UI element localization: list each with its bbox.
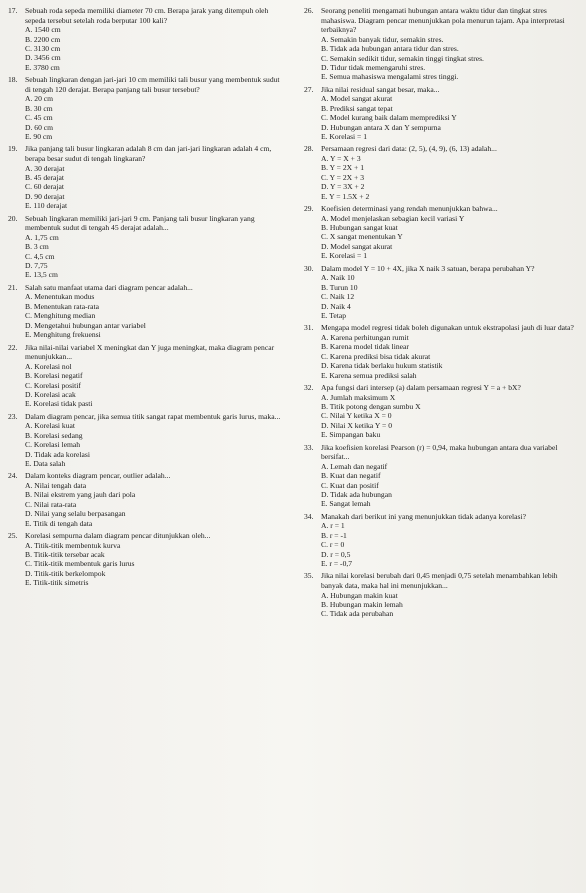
answer-option: A. 1,75 cm [25,232,59,242]
left-column [8,6,282,591]
question-text: Sebuah lingkaran memiliki jari-jari 9 cm. Panjang tali busur lingkaran yang membentuk sudut di tengah 45 derajat adalah... [25,213,255,233]
question-text: Mengapa model regresi tidak boleh digunakan untuk ekstrapolasi jauh di luar data? [321,323,574,333]
answer-option: B. Tidak ada hubungan antara tidur dan stres. [321,44,459,54]
question-text: Jika nilai residual sangat besar, maka... [321,84,440,94]
question-31 [304,323,580,380]
answer-option: C. 60 derajat [25,182,65,192]
question-stem [304,144,580,154]
question-25 [8,531,282,588]
question-stem [304,383,580,393]
question-text: Jika nilai korelasi berubah dari 0,45 menjadi 0,75 setelah menambahkan lebih banyak data, maka hal ini menunjukkan... [321,571,558,590]
question-text: Persamaan regresi dari data: (2, 5), (4, 9), (6, 13) adalah... [321,144,497,154]
answer-option: E. Sangat lemah [321,499,371,509]
question-23 [8,412,282,469]
question-text: Seorang peneliti mengamati hubungan antara waktu tidur dan tingkat stres mahasiswa. Diagram pencar menunjukkan pola menurun tajam. Apa interpretasi terbaiknya? [321,6,565,35]
answer-option: D. Mengetahui hubungan antar variabel [25,320,146,330]
answer-option: B. 2200 cm [25,34,61,44]
question-17 [8,6,282,72]
question-stem [8,471,282,481]
answer-option: B. 3 cm [25,242,49,252]
answer-option: C. 45 cm [25,113,53,123]
question-stem [304,512,580,522]
answer-option: C. Nilai rata-rata [25,499,77,509]
question-number: 25. [8,530,18,540]
question-20 [8,214,282,280]
answer-option: A. Menentukan modus [25,292,95,302]
answer-option: E. Karena semua prediksi salah [321,370,417,380]
answer-option: B. 30 cm [25,103,53,113]
answer-option: A. r = 1 [321,521,345,531]
answer-option: E. 110 derajat [25,201,68,211]
answer-option: E. Korelasi = 1 [321,132,368,142]
question-21 [8,283,282,340]
answer-option: C. Korelasi lemah [25,440,81,450]
answer-option: A. Y = X + 3 [321,154,361,164]
question-text: Jika nilai-nilai variabel X meningkat dan Y juga meningkat, maka diagram pencar menunjukkan... [25,342,275,362]
question-number: 24. [8,471,18,481]
question-stem [8,75,282,94]
answer-option: C. Semakin sedikit tidur, semakin tinggi tingkat stres. [321,53,484,63]
answer-option: D. 90 derajat [25,191,65,201]
answer-option: D. Karena tidak berlaku hukum statistik [321,361,443,371]
question-28 [304,144,580,201]
right-column [304,6,580,622]
question-text: Apa fungsi dari intersep (a) dalam persamaan regresi Y = a + bX? [321,382,521,392]
answer-option: E. Data salah [25,458,66,468]
answer-option: A. Nilai tengah data [25,480,87,490]
answer-option: D. Titik-titik berkelompok [25,568,106,578]
question-number: 19. [8,144,18,154]
answer-option: C. Y = 2X + 3 [321,172,365,182]
answer-option: D. Korelasi acak [25,389,76,399]
answer-option: C. X sangat menentukan Y [321,232,403,242]
answer-option: B. Menentukan rata-rata [25,301,100,311]
question-text: Dalam konteks diagram pencar, outlier adalah... [25,471,171,481]
answer-option: B. Titik potong dengan sumbu X [321,401,421,411]
answer-option: E. Titik-titik simetris [25,578,89,588]
answer-option: E. Menghitung frekuensi [25,330,101,340]
question-stem [304,443,580,462]
answer-option: B. Titik-titik tersebar acak [25,549,105,559]
answer-option: E. Korelasi = 1 [321,251,368,261]
question-number: 35. [304,571,314,581]
answer-option: E. Korelasi tidak pasti [25,399,93,409]
question-number: 22. [8,342,18,352]
answer-option: C. Karena prediksi bisa tidak akurat [321,351,431,361]
answer-option: C. Model kurang baik dalam memprediksi Y [321,113,457,123]
answer-option: E. r = -0,7 [321,559,353,568]
question-stem [304,264,580,274]
question-text: Salah satu manfaat utama dari diagram pencar adalah... [25,282,193,292]
question-stem [304,204,580,214]
answer-option: D. 60 cm [25,122,54,132]
question-29 [304,204,580,261]
answer-option: B. Kuat dan negatif [321,471,381,481]
answer-option: D. Y = 3X + 2 [321,182,365,192]
question-stem [304,85,580,95]
question-number: 23. [8,411,18,421]
answer-option: D. Model sangat akurat [321,241,393,251]
answer-option: C. 3130 cm [25,44,61,53]
question-number: 21. [8,282,18,292]
question-number: 17. [8,6,18,15]
answer-option: A. Jumlah maksimum X [321,392,396,402]
answer-option: B. Nilai ekstrem yang jauh dari pola [25,490,136,500]
question-26 [304,6,580,82]
answer-option: C. Nilai Y ketika X = 0 [321,411,392,421]
answer-option: B. Karena model tidak linear [321,342,409,352]
answer-option: A. Model sangat akurat [321,94,393,104]
answer-option: D. Nilai yang selalu berpasangan [25,509,126,519]
question-number: 28. [304,144,314,154]
answer-option: A. Korelasi nol [25,361,72,371]
answer-option: C. Korelasi positif [25,380,81,390]
answer-option: B. Korelasi negatif [25,371,83,381]
question-number: 34. [304,511,314,521]
answer-option: A. Model menjelaskan sebagian kecil variasi Y [321,213,465,223]
answer-option: E. 3780 cm [25,62,60,72]
question-19 [8,144,282,210]
answer-option: C. Tidak ada perubahan [321,609,394,619]
question-text: Jika koefisien korelasi Pearson (r) = 0,94, maka hubungan antara dua variabel bersifat... [321,442,558,462]
question-stem [8,412,282,422]
answer-option: A. Titik-titik membentuk kurva [25,540,121,550]
question-24 [8,471,282,528]
answer-option: E. Semua mahasiswa mengalami stres tinggi. [321,72,459,82]
answer-option: B. Prediksi sangat tepat [321,103,393,113]
answer-option: E. 90 cm [25,132,53,142]
question-stem [304,323,580,333]
answer-option: D. 7,75 [25,261,48,271]
answer-option: D. Tidak ada hubungan [321,489,392,499]
answer-option: A. 1540 cm [25,25,61,35]
answer-option: A. 20 cm [25,94,54,104]
question-number: 26. [304,6,314,15]
question-text: Sebuah lingkaran dengan jari-jari 10 cm memiliki tali busur yang membentuk sudut di tengah 120 derajat. Berapa panjang tali busur tersebut? [25,75,280,94]
question-stem [8,343,282,362]
question-number: 18. [8,75,18,85]
answer-option: A. Semakin banyak tidur, semakin stres. [321,34,444,44]
answer-option: D. Tidak ada korelasi [25,449,90,459]
answer-option: E. Y = 1.5X + 2 [321,191,370,201]
answer-option: A. Korelasi kuat [25,421,75,431]
answer-option: A. Hubungan makin kuat [321,590,398,600]
question-34 [304,512,580,569]
question-stem [8,144,282,163]
answer-option: C. Naik 12 [321,292,355,302]
answer-option: B. Hubungan sangat kuat [321,223,398,233]
answer-option: A. Naik 10 [321,273,355,283]
question-text: Korelasi sempurna dalam diagram pencar ditunjukkan oleh... [25,530,211,540]
answer-option: D. 3456 cm [25,53,61,63]
question-stem [304,571,580,590]
answer-option: B. Hubungan makin lemah [321,600,403,609]
question-text: Sebuah roda sepeda memiliki diameter 70 cm. Berapa jarak yang ditempuh oleh sepeda tersebut setelah roda berputar 100 kali? [25,6,269,25]
answer-option: E. Simpangan baku [321,430,381,440]
question-18 [8,75,282,141]
answer-option: C. Menghitung median [25,311,96,321]
answer-option: D. Tidur tidak memengaruhi stres. [321,63,426,72]
question-number: 30. [304,263,314,273]
question-text: Koefisien determinasi yang rendah menunjukkan bahwa... [321,204,498,214]
answer-option: B. Y = 2X + 1 [321,163,365,173]
answer-option: A. Karena perhitungan rumit [321,332,409,342]
question-text: Dalam model Y = 10 + 4X, jika X naik 3 satuan, berapa perubahan Y? [321,263,535,273]
question-number: 27. [304,84,314,94]
question-32 [304,383,580,440]
answer-option: D. Hubungan antara X dan Y sempurna [321,122,441,132]
question-30 [304,264,580,321]
answer-option: E. Titik di tengah data [25,518,93,528]
question-stem [8,6,282,25]
question-stem [8,283,282,293]
question-stem [8,214,282,233]
answer-option: E. 13,5 cm [25,270,58,280]
question-text: Dalam diagram pencar, jika semua titik sangat rapat membentuk garis lurus, maka... [25,411,281,421]
answer-option: E. Tetap [321,310,347,320]
question-text: Jika panjang tali busur lingkaran adalah 8 cm dan jari-jari lingkaran adalah 4 cm, berapa besar sudut di tengah lingkaran? [25,144,272,164]
answer-option: A. 30 derajat [25,163,65,173]
question-number: 20. [8,213,18,223]
answer-option: B. Korelasi sedang [25,430,83,440]
answer-option: B. 45 derajat [25,173,65,183]
answer-option: D. Naik 4 [321,301,351,311]
question-27 [304,85,580,142]
question-number: 29. [304,204,314,214]
answer-option: B. r = -1 [321,530,347,540]
question-22 [8,343,282,409]
answer-option: D. Nilai X ketika Y = 0 [321,420,392,430]
answer-option: D. r = 0,5 [321,549,351,559]
answer-option: B. Turun 10 [321,282,358,292]
answer-option: C. Kuat dan positif [321,480,379,490]
answer-option: A. Lemah dan negatif [321,461,388,471]
question-number: 33. [304,442,314,452]
answer-option: C. r = 0 [321,540,345,550]
question-text: Manakah dari berikut ini yang menunjukkan tidak adanya korelasi? [321,511,526,521]
answer-option: C. 4,5 cm [25,251,55,261]
answer-option: C. Titik-titik membentuk garis lurus [25,559,135,569]
question-number: 32. [304,382,314,392]
question-35 [304,571,580,618]
question-stem [8,531,282,541]
question-33 [304,443,580,509]
question-stem [304,6,580,35]
question-number: 31. [304,323,314,333]
